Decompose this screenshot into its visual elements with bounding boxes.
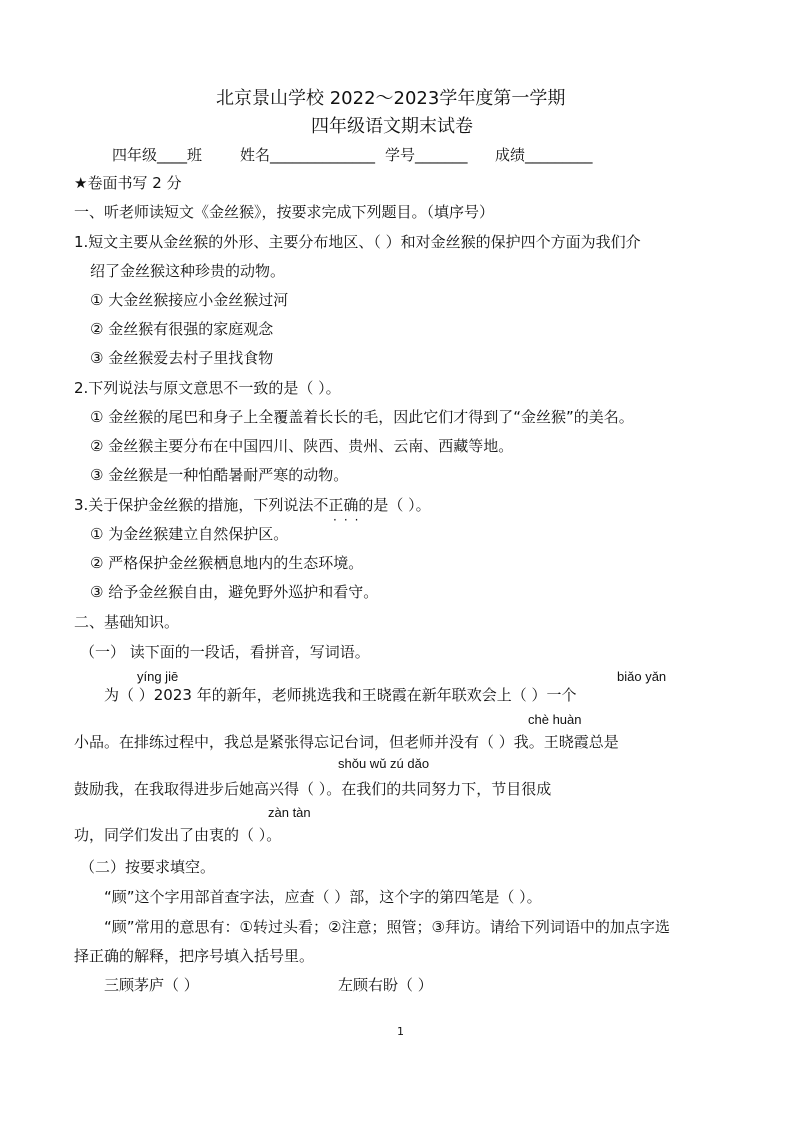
q2-option: ③ 金丝猴是一种怕酷暑耐严寒的动物。 [90,466,349,484]
info-name: 姓名______________ [240,146,376,164]
q1-stem-b: 绍了金丝猴这种珍贵的动物。 [90,262,286,280]
pinyin-label: biǎo yǎn [617,669,667,684]
pinyin-label: zàn tàn [268,805,311,820]
exam-title-line2: 四年级语文期末试卷 [311,116,473,137]
handwriting-score: ★卷面书写 2 分 [74,174,182,192]
exam-title-line1: 北京景山学校 2022～2023学年度第一学期 [216,88,566,109]
q2-stem: 2.下列说法与原文意思不一致的是（ ）。 [74,379,341,397]
q3-option: ③ 给予金丝猴自由，避免野外巡护和看守。 [90,583,379,601]
passage-line: 为（ ）2023 年的新年，老师挑选我和王晓霞在新年联欢会上（ ）一个 [104,686,577,704]
info-score: 成绩_________ [495,146,593,164]
pinyin-label: shǒu wǔ zú dǎo [338,756,430,771]
q1-option: ① 大金丝猴接应小金丝猴过河 [90,291,289,309]
pinyin-label: chè huàn [528,712,582,727]
word-item: 左顾右盼（ ） [338,976,433,994]
q3-option: ② 严格保护金丝猴栖息地内的生态环境。 [90,554,364,572]
sec1-heading: （一） 读下面的一段话，看拼音，写词语。 [80,643,370,661]
q2-option: ① 金丝猴的尾巴和身子上全覆盖着长长的毛，因此它们才得到了“金丝猴”的美名。 [90,408,634,426]
emphasis-dots: ··· [333,513,366,527]
word-item: 三顾茅庐（ ） [104,976,199,994]
q1-option: ③ 金丝猴爱去村子里找食物 [90,349,274,367]
part2-heading: 二、基础知识。 [74,613,180,631]
sec2-line: “顾”常用的意思有：①转过头看；②注意；照管；③拜访。请给下列词语中的加点字选 [104,918,670,936]
sec2-line: “顾”这个字用部首查字法，应查（ ）部，这个字的第四笔是（ ）。 [104,888,542,906]
q3-option: ① 为金丝猴建立自然保护区。 [90,525,289,543]
sec2-line: 择正确的解释，把序号填入括号里。 [74,947,315,965]
q1-stem-a: 1.短文主要从金丝猴的外形、主要分布地区、（ ）和对金丝猴的保护四个方面为我们介 [74,233,641,251]
q1-option: ② 金丝猴有很强的家庭观念 [90,320,274,338]
q3-stem: 3.关于保护金丝猴的措施，下列说法不正确的是（ ）。 [74,496,431,514]
part1-heading: 一、听老师读短文《金丝猴》，按要求完成下列题目。（填序号） [74,203,495,221]
q2-option: ② 金丝猴主要分布在中国四川、陕西、贵州、云南、西藏等地。 [90,437,514,455]
pinyin-label: yíng jiē [137,669,179,684]
sec2-heading: （二）按要求填空。 [80,858,216,876]
page-number: 1 [397,1025,404,1038]
passage-line: 鼓励我，在我取得进步后她高兴得（ ）。在我们的共同努力下，节目很成 [74,780,552,798]
info-class: 四年级____班 [112,146,203,164]
passage-line: 小品。在排练过程中，我总是紧张得忘记台词，但老师并没有（ ）我。王晓霞总是 [74,733,619,751]
info-number: 学号_______ [385,146,468,164]
passage-line: 功，同学们发出了由衷的（ ）。 [74,826,282,844]
